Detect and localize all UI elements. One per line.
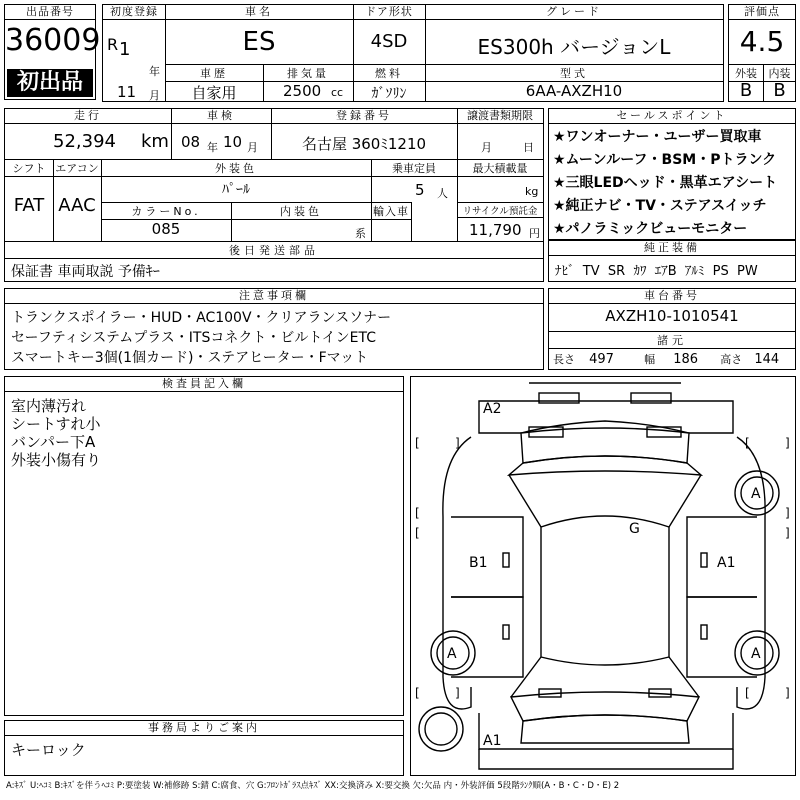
car-name-label: 車名	[165, 5, 353, 20]
first-listing-badge: 初出品	[7, 69, 93, 97]
era: R	[107, 35, 119, 54]
car-diagram	[411, 377, 795, 775]
chassis-box	[548, 288, 796, 370]
import-label: 輸入車	[371, 202, 411, 220]
capacity-unit: 人	[437, 187, 448, 200]
mark-b1: B1	[469, 555, 488, 571]
insp-year: 08	[181, 133, 201, 151]
inspector-line: 外装小傷有り	[11, 451, 102, 469]
svg-text:[: [	[745, 436, 750, 450]
first-reg-month: 11	[117, 83, 137, 101]
km-unit: km	[141, 131, 169, 152]
svg-text:]: ]	[785, 436, 790, 450]
equipment-list	[555, 260, 758, 279]
cc-unit: cc	[331, 86, 344, 99]
equipment-box	[548, 240, 796, 282]
sales-point-item: ★三眼LEDヘッド・黒革エアシート	[553, 175, 778, 191]
vehicle-header-box	[102, 4, 724, 102]
history: 自家用	[191, 84, 237, 102]
grade-label: グレード	[425, 5, 723, 20]
dims-label: 諸元	[549, 331, 795, 349]
color-no: 085	[151, 220, 181, 238]
office-box	[4, 720, 404, 776]
recycle-amount: 11,790	[469, 221, 522, 239]
height: 144	[754, 352, 780, 367]
notes-box	[4, 288, 544, 370]
reg-no-label: 登録番号	[271, 109, 457, 124]
equip-navi: ﾅﾋﾞ	[555, 264, 575, 279]
legend-footer: A:ｷｽﾞ U:ﾍｺﾐ B:ｷｽﾞを伴うﾍｺﾐ P:要塗装 W:補修跡 S:錆 C:腐食、穴 G:ﾌﾛﾝﾄｶﾞﾗｽ点ｷｽﾞ XX:交換済み X:要交換 欠:欠品 内・外装評価 5段階ﾗﾝｸ順(A・B・C・D・E) 2	[6, 781, 620, 791]
int-grade: B	[763, 80, 795, 101]
mark-a-rear-right: A	[751, 646, 761, 662]
sales-points-label: セールスポイント	[549, 109, 795, 124]
month-unit: 月	[149, 89, 160, 102]
ac-label: エアコン	[53, 160, 101, 177]
notes-label: 注意事項欄	[5, 289, 543, 304]
first-reg-label: 初度登録	[103, 5, 165, 20]
reg-no: 名古屋 360ﾐ1210	[301, 135, 427, 153]
insp-year-unit: 年	[207, 141, 218, 154]
mark-a-front-right: A	[751, 486, 761, 502]
height-label: 高さ	[720, 353, 743, 366]
displacement: 2500	[283, 82, 322, 100]
details-box	[4, 108, 544, 282]
transfer-month: 月	[481, 141, 492, 154]
note-line: スマートキー3個(1個カード)・ステアヒーター・Fマット	[11, 350, 369, 366]
fuel-label: 燃料	[353, 64, 425, 82]
sales-point-item: ★ワンオーナー・ユーザー買取車	[553, 129, 762, 145]
score-box	[728, 4, 796, 102]
equip-ps: PS	[712, 264, 729, 279]
mileage-label: 走行	[5, 109, 171, 124]
sales-point-item: ★パノラミックビューモニター	[553, 221, 748, 237]
svg-text:]: ]	[455, 686, 460, 700]
displacement-label: 排気量	[263, 64, 353, 82]
equip-sr: SR	[607, 264, 626, 279]
mark-a1-rear: A1	[483, 733, 502, 749]
recycle-label: リサイクル預託金	[457, 202, 543, 218]
lot-number-box	[4, 4, 101, 100]
note-line: トランクスポイラー・HUD・AC100V・クリアランスソナー	[11, 310, 392, 326]
capacity-label: 乗車定員	[371, 160, 457, 177]
ext-color-label: 外装色	[101, 160, 371, 177]
mark-a2: A2	[483, 401, 502, 417]
score-label: 評価点	[729, 5, 795, 20]
svg-text:[: [	[745, 686, 750, 700]
width-label: 幅	[644, 353, 656, 366]
width: 186	[673, 352, 699, 367]
equip-pw: PW	[737, 264, 758, 279]
car-diagram-box	[410, 376, 796, 776]
chassis-number: AXZH10-1010541	[605, 307, 739, 325]
parts: 保証書 車両取説 予備ｷｰ	[11, 264, 160, 280]
insp-month: 10	[223, 133, 243, 151]
inspector-box	[4, 376, 404, 716]
inspector-line: バンパー下A	[11, 433, 96, 451]
svg-text:[: [	[415, 526, 420, 540]
lot-number: 36009	[5, 23, 101, 58]
svg-text:[: [	[415, 436, 420, 450]
dims-row	[553, 351, 779, 367]
parts-label: 後日発送部品	[5, 242, 543, 259]
inspector-label: 検査員記入欄	[5, 377, 403, 392]
capacity: 5	[415, 181, 425, 199]
sales-point-item: ★純正ナビ・TV・ステアスイッチ	[553, 198, 767, 214]
sales-points-box	[548, 108, 796, 240]
ac: AAC	[58, 195, 96, 216]
office-label: 事務局よりご案内	[5, 721, 403, 736]
ext-color: ﾊﾟｰﾙ	[222, 182, 250, 198]
inspector-line: シートすれ小	[11, 415, 101, 433]
door-label: ドア形状	[353, 5, 425, 20]
grade: ES300h バージョンL	[477, 35, 671, 59]
note-line: セーフティシステムプラス・ITSコネクト・ビルトインETC	[11, 330, 377, 346]
transfer-label: 譲渡書類期限	[457, 109, 543, 124]
svg-text:[: [	[415, 506, 420, 520]
int-color-label: 内装色	[231, 202, 371, 220]
first-reg-year: 1	[119, 39, 131, 60]
mark-a1-right: A1	[717, 555, 736, 571]
fuel: ｶﾞｿﾘﾝ	[371, 86, 407, 102]
car-name: ES	[242, 27, 276, 57]
equipment-label: 純正装備	[549, 240, 795, 256]
max-load-label: 最大積載量	[457, 160, 543, 177]
length-label: 長さ	[553, 353, 575, 366]
score: 4.5	[739, 25, 785, 58]
ext-grade: B	[739, 80, 753, 101]
mark-a-rear-left: A	[447, 646, 457, 662]
equip-alloy: ｱﾙﾐ	[684, 264, 705, 279]
transfer-day: 日	[523, 141, 534, 154]
model: 6AA-AXZH10	[525, 82, 623, 100]
chassis-label: 車台番号	[549, 289, 795, 304]
svg-text:]: ]	[455, 436, 460, 450]
svg-text:]: ]	[785, 686, 790, 700]
office-text: キーロック	[11, 741, 86, 759]
yen-unit: 円	[529, 227, 540, 240]
lot-number-label: 出品番号	[5, 5, 95, 20]
history-label: 車歴	[165, 64, 263, 82]
sales-point-item: ★ムーンルーフ・BSM・Pトランク	[553, 152, 777, 168]
inspection-label: 車検	[171, 109, 271, 124]
svg-text:[: [	[415, 686, 420, 700]
model-label: 型式	[425, 64, 723, 82]
color-no-label: カラーNo.	[101, 202, 231, 220]
length: 497	[589, 352, 614, 367]
equip-tv: TV	[582, 264, 600, 279]
year-unit: 年	[149, 65, 160, 78]
insp-month-unit: 月	[247, 141, 258, 154]
inspector-line: 室内薄汚れ	[11, 397, 87, 415]
ext-label: 外装	[729, 64, 763, 82]
shift-label: シフト	[5, 160, 53, 177]
svg-text:]: ]	[785, 506, 790, 520]
shift: FAT	[13, 195, 45, 216]
door-type: 4SD	[370, 31, 408, 52]
kg-unit: kg	[525, 185, 539, 198]
svg-text:]: ]	[785, 526, 790, 540]
mileage: 52,394	[53, 131, 116, 152]
equip-leather: ｶﾜ	[633, 264, 647, 279]
int-color-unit: 系	[355, 227, 366, 240]
mark-g: G	[629, 521, 640, 537]
equip-airbag: ｴｱB	[654, 264, 677, 279]
int-label: 内装	[763, 64, 795, 82]
